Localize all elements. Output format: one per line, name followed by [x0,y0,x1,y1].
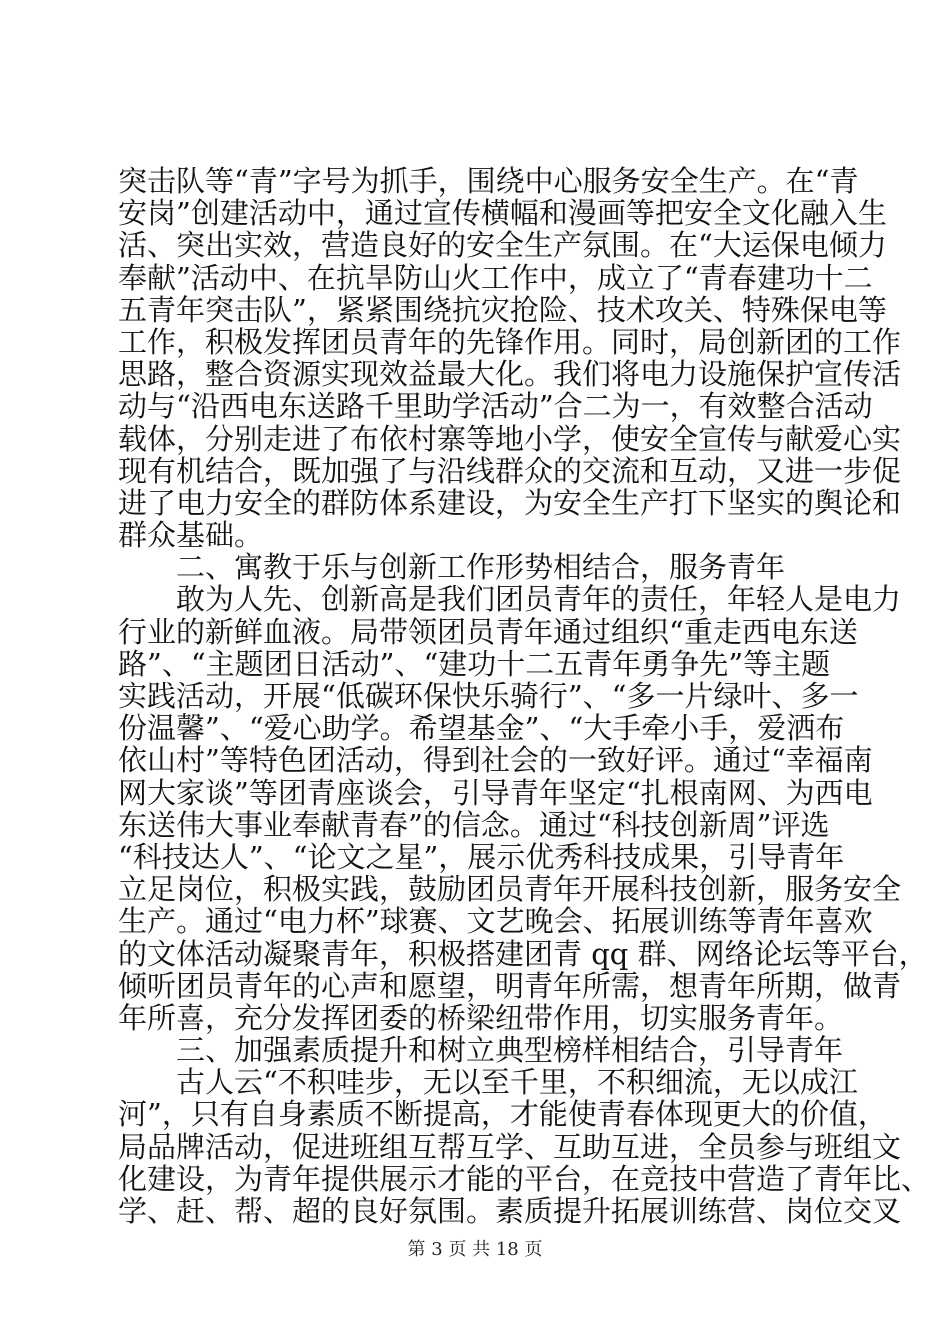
text-line: 的文体活动凝聚青年，积极搭建团青 qq 群、网络论坛等平台， [118,936,928,971]
text-line: 活、突出实效，营造良好的安全生产氛围。在“大运保电倾力 [118,228,887,263]
text-line: 五青年突击队”，紧紧围绕抗灾抢险、技术攻关、特殊保电等 [118,292,887,327]
text-line: 化建设，为青年提供展示才能的平台，在竞技中营造了青年比、 [118,1161,931,1196]
text-line: 古人云“不积哇步，无以至千里，不积细流，无以成江 [118,1065,858,1100]
section-heading: 三、加强素质提升和树立典型榜样相结合，引导青年 [118,1033,844,1068]
text-line: 思路，整合资源实现效益最大化。我们将电力设施保护宣传活 [118,357,902,392]
text-line: 依山村”等特色团活动，得到社会的一致好评。通过“幸福南 [118,743,873,778]
text-line: 现有机结合，既加强了与沿线群众的交流和互动，又进一步促 [118,453,902,488]
text-line: 突击队等“青”字号为抓手，围绕中心服务安全生产。在“青 [118,164,859,198]
text-line: 倾听团员青年的心声和愿望，明青年所需，想青年所期，做青 [118,968,902,1003]
text-line: 东送伟大事业奉献青春”的信念。通过“科技创新周”评选 [118,807,830,842]
text-line: 载体，分别走进了布依村寨等地小学，使安全宣传与献爱心实 [118,421,902,456]
text-line: 学、赶、帮、超的良好氛围。素质提升拓展训练营、岗位交叉 [118,1194,902,1228]
text-line: 份温馨”、“爱心助学。希望基金”、“大手牵小手，爱洒布 [118,711,845,746]
text-line: 局品牌活动，促进班组互帮互学、互助互进，全员参与班组文 [118,1129,902,1164]
text-line: 工作，积极发挥团员青年的先锋作用。同时，局创新团的工作 [118,324,902,359]
text-line: 立足岗位，积极实践，鼓励团员青年开展科技创新，服务安全 [118,872,902,907]
text-line: 河”，只有自身素质不断提高，才能使青春体现更大的价值， [118,1097,887,1132]
text-line: 路”、“主题团日活动”、“建功十二五青年勇争先”等主题 [118,646,831,681]
text-line: 进了电力安全的群防体系建设，为安全生产打下坚实的舆论和 [118,485,902,520]
text-line: 群众基础。 [118,518,264,553]
text-line: 网大家谈”等团青座谈会，引导青年坚定“扎根南网、为西电 [118,775,873,810]
text-line: 安岗”创建活动中，通过宣传横幅和漫画等把安全文化融入生 [118,196,887,231]
text-line: 实践活动，开展“低碳环保快乐骑行”、“多一片绿叶、多一 [118,679,859,713]
text-line: 年所喜，充分发挥团委的桥梁纽带作用，切实服务青年。 [118,1000,844,1035]
page-number-footer: 第 3 页 共 18 页 [407,1239,543,1260]
text-line: 动与“沿西电东送路千里助学活动”合二为一，有效整合活动 [118,389,873,424]
section-heading: 二、寓教于乐与创新工作形势相结合，服务青年 [118,550,786,585]
text-line: 奉献”活动中、在抗旱防山火工作中，成立了“青春建功十二 [118,260,873,295]
text-line: 敢为人先、创新高是我们团员青年的责任，年轻人是电力 [118,582,902,617]
text-line: “科技达人”、“论文之星”，展示优秀科技成果，引导青年 [118,839,845,874]
text-line: 行业的新鲜血液。局带领团员青年通过组织“重走西电东送 [118,614,858,649]
text-line: 生产。通过“电力杯”球赛、文艺晚会、拓展训练等青年喜欢 [118,904,873,939]
